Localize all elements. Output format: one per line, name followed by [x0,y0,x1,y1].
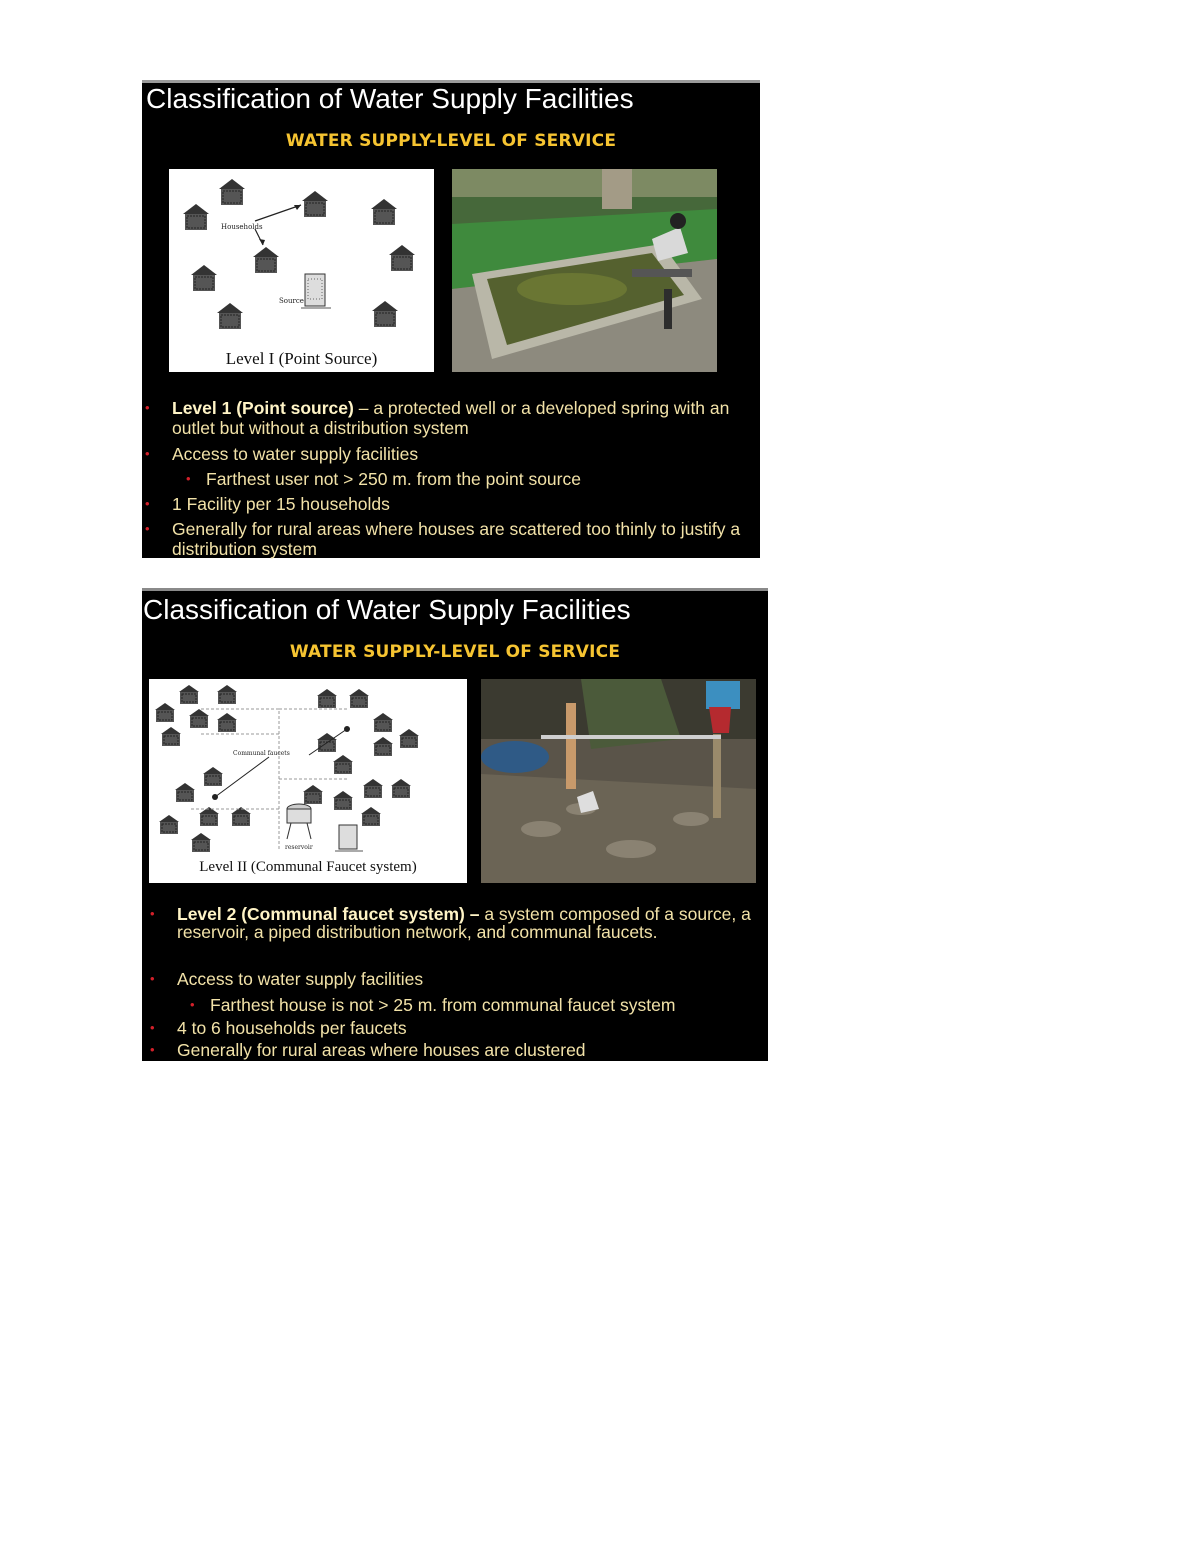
house-icon [219,179,245,205]
slide-level-1 [142,80,760,558]
house-icon [183,204,209,230]
house-icon [159,815,179,834]
slide-level-2 [142,588,768,1061]
house-icon [217,713,237,732]
source-icon [339,825,357,849]
bullet-item: • 4 to 6 households per faucets [150,1018,407,1038]
house-icon [349,689,369,708]
house-icon [333,791,353,810]
house-icon [179,685,199,704]
house-icon [373,737,393,756]
slide-subtitle: WATER SUPPLY-LEVEL OF SERVICE [289,642,621,662]
bullet-item: • Access to water supply facilities [145,444,419,464]
house-icon [389,245,415,271]
bullet-dot-icon: • [150,1042,155,1057]
house-icon [217,685,237,704]
bullet-dot-icon: • [190,997,195,1012]
bullet-dot-icon: • [145,446,150,461]
house-icon [161,727,181,746]
bullet-dot-icon: • [150,971,155,986]
house-icon [203,767,223,786]
house-icon [189,709,209,728]
house-icon [363,779,383,798]
bullet-dot-icon: • [186,471,191,486]
house-icon [231,807,251,826]
house-icon [217,303,243,329]
sub-bullet-item: • Farthest house is not > 25 m. from communal faucet system [190,995,676,1015]
house-icon [302,191,328,217]
house-icon [253,247,279,273]
house-icon [175,783,195,802]
bullet-dot-icon: • [150,1020,155,1035]
bullet-item: • Access to water supply facilities [150,969,424,989]
bullet-item: • Generally for rural areas where houses are scattered too thinly to justify a distribution system [145,519,741,559]
house-icon [391,779,411,798]
slide-title: Classification of Water Supply Facilities [143,594,631,625]
house-icon [191,833,211,852]
well-photo [452,169,717,372]
bullet-dot-icon: • [145,400,150,415]
house-icon [373,713,393,732]
house-icon [199,807,219,826]
faucet-photo [481,679,756,883]
bullet-item: • Level 2 (Communal faucet system) – a system composed of a source, a reservoir, a piped distribution network, and communal faucets. [150,904,751,942]
bullet-item: • 1 Facility per 15 households [145,494,390,514]
diagram-caption: Level I (Point Source) [225,349,378,368]
point-source-diagram [169,169,434,372]
bullet-item: • Generally for rural areas where houses are clustered [150,1040,586,1060]
diagram-caption: Level II (Communal Faucet system) [199,859,417,875]
house-icon [361,807,381,826]
bullet-dot-icon: • [145,496,150,511]
reservoir-tank-icon [287,809,311,823]
sub-bullet-item: • Farthest user not > 250 m. from the point source [186,469,581,489]
bullet-item: • Level 1 (Point source) – a protected well or a developed spring with an outlet but without a distribution system [145,398,730,438]
communal-faucet-diagram [149,679,467,883]
house-icon [372,301,398,327]
house-icon [371,199,397,225]
slide-title: Classification of Water Supply Facilities [146,83,634,114]
house-icon [303,785,323,804]
house-icon [191,265,217,291]
bullet-dot-icon: • [150,906,155,921]
reservoir-label: reservoir [285,844,313,851]
slide-subtitle: WATER SUPPLY-LEVEL OF SERVICE [285,131,617,151]
bullet-dot-icon: • [145,521,150,536]
house-icon [399,729,419,748]
house-icon [155,703,175,722]
communal-faucets-label: Communal faucets [233,750,290,757]
households-label: Households [221,223,263,231]
house-icon [333,755,353,774]
source-label: Source [279,297,304,305]
house-icon [317,689,337,708]
